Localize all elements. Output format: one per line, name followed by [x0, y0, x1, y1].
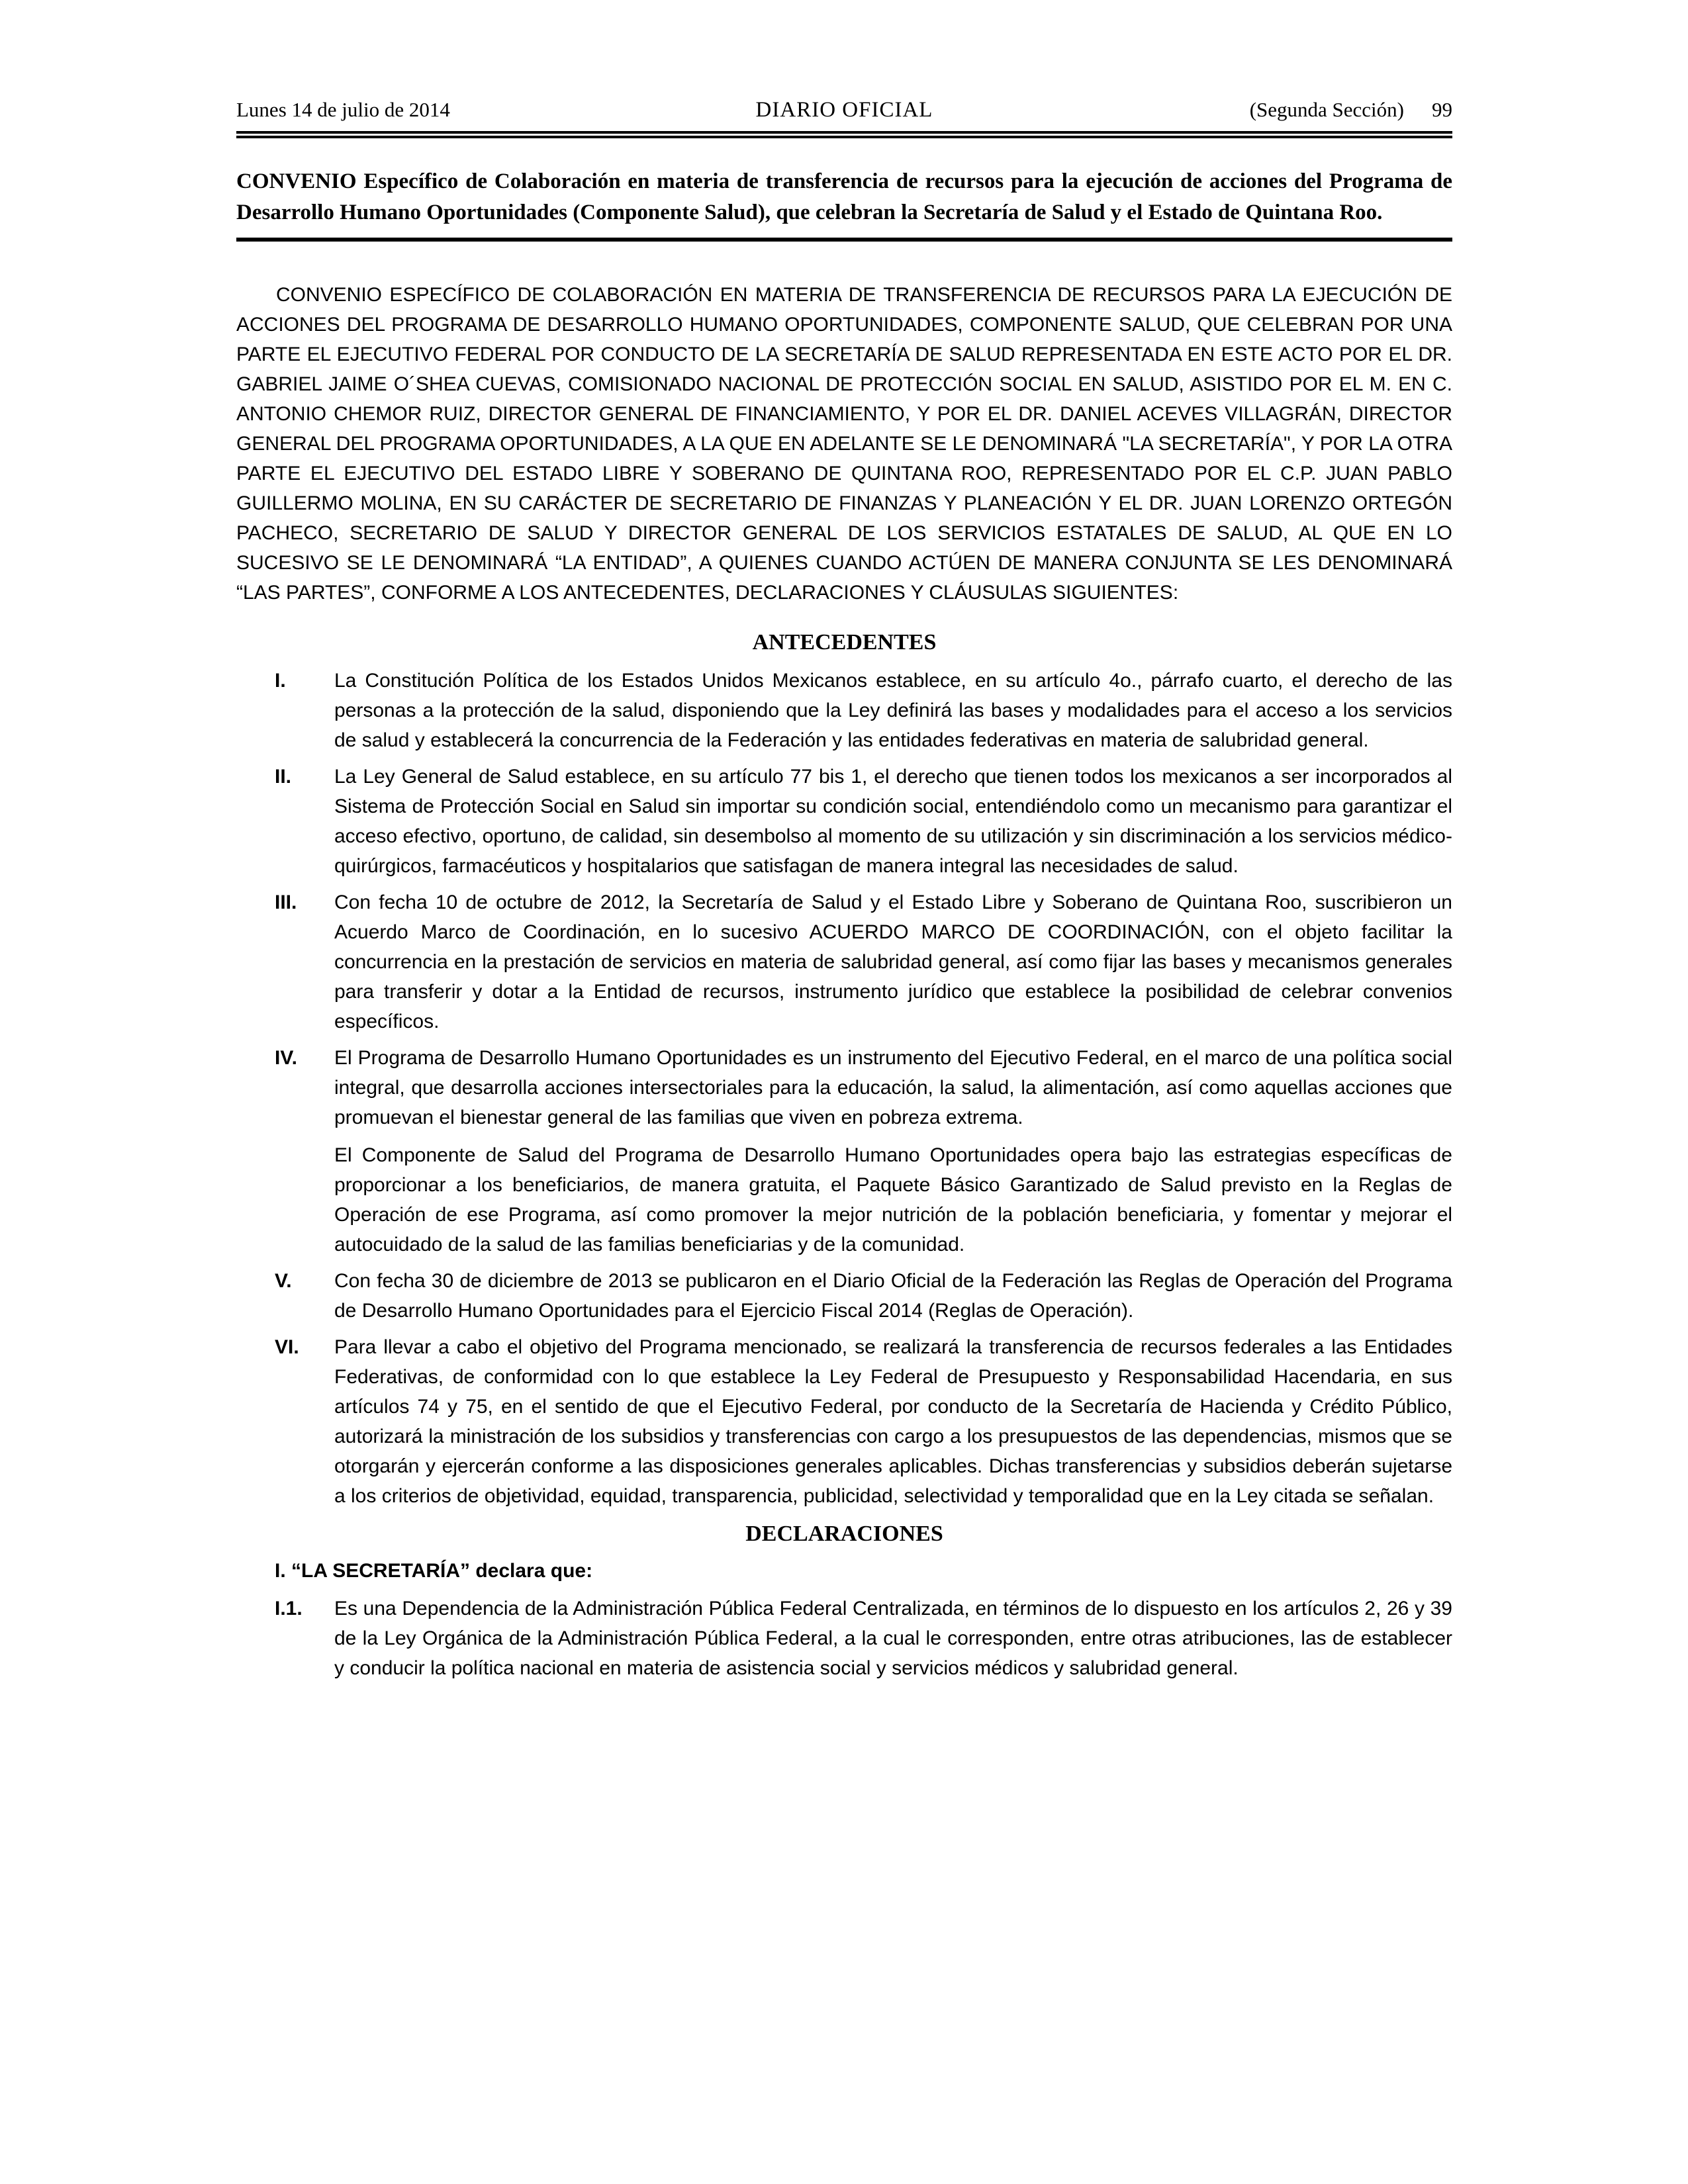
item-number: VI. [275, 1336, 299, 1358]
item-text: La Constitución Política de los Estados Unidos Mexicanos establece, en su artículo 4o., párrafo cuarto, el derecho de las personas a la protección de la salud, disponiendo que la Ley definirá las bases y modalidades para el acceso a los servicios de salud y establecerá la concurrencia de la Federación y las entidades federativas en materia de salubridad general. [334, 670, 1452, 751]
item-text: Con fecha 10 de octubre de 2012, la Secretaría de Salud y el Estado Libre y Soberano de Quintana Roo, suscribieron un Acuerdo Marco de Coordinación, en lo sucesivo ACUERDO MARCO DE COORDINACIÓN, con el objeto facilitar la concurrencia en la prestación de servicios en materia de salubridad general, así como fijar las bases y mecanismos generales para transferir y dotar a la Entidad de recursos, instrumento jurídico que establece la posibilidad de celebrar convenios específicos. [334, 891, 1452, 1032]
antecedente-item-2 [236, 762, 1452, 881]
item-number: V. [275, 1270, 292, 1292]
header-publication-title: DIARIO OFICIAL [755, 98, 933, 122]
antecedente-item-1 [236, 666, 1452, 755]
item-number: I.1. [275, 1598, 303, 1619]
secretaria-declaration-subheading: I. “LA SECRETARÍA” declara que: [275, 1560, 593, 1582]
antecedente-item-6 [236, 1332, 1452, 1511]
header-date: Lunes 14 de julio de 2014 [236, 98, 450, 121]
item-number: II. [275, 766, 292, 788]
page-header [236, 97, 1452, 123]
header-double-rule [236, 131, 1452, 138]
item-text: La Ley General de Salud establece, en su artículo 77 bis 1, el derecho que tienen todos los mexicanos a ser incorporados al Sistema de Protección Social en Salud sin importar su condición social, entendiéndolo como un mecanismo para garantizar el acceso efectivo, oportuno, de calidad, sin desembolso al momento de su utilización y sin discriminación a los servicios médico-quirúrgicos, farmacéuticos y hospitalarios que satisfagan de manera integral las necesidades de salud. [334, 766, 1452, 877]
item-number: I. [275, 670, 286, 692]
antecedente-item-4 [236, 1043, 1452, 1259]
item-text: El Programa de Desarrollo Humano Oportunidades es un instrumento del Ejecutivo Federal, en el marco de una política social integral, que desarrolla acciones intersectoriales para la educación, la salud, la alimentación, así como aquellas acciones que promuevan el bienestar general de las familias que viven en pobreza extrema. [334, 1047, 1452, 1128]
item-number: IV. [275, 1047, 297, 1069]
item-text: Es una Dependencia de la Administración Pública Federal Centralizada, en términos de lo dispuesto en los artículos 2, 26 y 39 de la Ley Orgánica de la Administración Pública Federal, a la cual le corresponden, entre otras atribuciones, las de establecer y conducir la política nacional en materia de asistencia social y servicios médicos y salubridad general. [334, 1598, 1452, 1679]
item-text: Para llevar a cabo el objetivo del Programa mencionado, se realizará la transferencia de recursos federales a las Entidades Federativas, de conformidad con lo que establece la Ley Federal de Presupuesto y Responsabilidad Hacendaria, en sus artículos 74 y 75, en el sentido de que el Ejecutivo Federal, por conducto de la Secretaría de Hacienda y Crédito Público, autorizará la ministración de los subsidios y transferencias con cargo a los presupuestos de las dependencias, mismos que se otorgarán y ejercerán conforme a las disposiciones generales aplicables. Dichas transferencias y subsidios deberán sujetarse a los criterios de objetividad, equidad, transparencia, publicidad, selectividad y temporalidad que en la Ley citada se señalan. [334, 1336, 1452, 1507]
item-text: Con fecha 30 de diciembre de 2013 se publicaron en el Diario Oficial de la Federación las Reglas de Operación del Programa de Desarrollo Humano Oportunidades para el Ejercicio Fiscal 2014 (Reglas de Operación). [334, 1270, 1452, 1322]
antecedente-item-5 [236, 1266, 1452, 1326]
antecedentes-heading: ANTECEDENTES [752, 630, 937, 655]
header-page-number: 99 [1432, 98, 1452, 121]
header-section [933, 97, 1452, 123]
header-section-label: (Segunda Sección) [1249, 98, 1404, 121]
intro-paragraph: CONVENIO ESPECÍFICO DE COLABORACIÓN EN MATERIA DE TRANSFERENCIA DE RECURSOS PARA LA EJECUCIÓN DE ACCIONES DEL PROGRAMA DE DESARROLLO HUMANO OPORTUNIDADES, COMPONENTE SALUD, QUE CELEBRAN POR UNA PARTE EL EJECUTIVO FEDERAL POR CONDUCTO DE LA SECRETARÍA DE SALUD REPRESENTADA EN ESTE ACTO POR EL DR. GABRIEL JAIME O´SHEA CUEVAS, COMISIONADO NACIONAL DE PROTECCIÓN SOCIAL EN SALUD, ASISTIDO POR EL M. EN C. ANTONIO CHEMOR RUIZ, DIRECTOR GENERAL DE FINANCIAMIENTO, Y POR EL DR. DANIEL ACEVES VILLAGRÁN, DIRECTOR GENERAL DEL PROGRAMA OPORTUNIDADES, A LA QUE EN ADELANTE SE LE DENOMINARÁ "LA SECRETARÍA", Y POR LA OTRA PARTE EL EJECUTIVO DEL ESTADO LIBRE Y SOBERANO DE QUINTANA ROO, REPRESENTADO POR EL C.P. JUAN PABLO GUILLERMO MOLINA, EN SU CARÁCTER DE SECRETARIO DE FINANZAS Y PLANEACIÓN Y EL DR. JUAN LORENZO ORTEGÓN PACHECO, SECRETARIO DE SALUD Y DIRECTOR GENERAL DE LOS SERVICIOS ESTATALES DE SALUD, AL QUE EN LO SUCESIVO SE LE DENOMINARÁ “LA ENTIDAD”, A QUIENES CUANDO ACTÚEN DE MANERA CONJUNTA SE LES DENOMINARÁ “LAS PARTES”, CONFORME A LOS ANTECEDENTES, DECLARACIONES Y CLÁUSULAS SIGUIENTES: [236, 284, 1452, 604]
document-title: CONVENIO Específico de Colaboración en materia de transferencia de recursos para la ejecución de acciones del Programa de Desarrollo Humano Oportunidades (Componente Salud), que celebran la Secretaría de Salud y el Estado de Quintana Roo. [236, 166, 1452, 242]
declaracion-item-1 [236, 1594, 1452, 1683]
item-number: III. [275, 891, 297, 913]
item-continuation-text: El Componente de Salud del Programa de Desarrollo Humano Oportunidades opera bajo las estrategias específicas de proporcionar a los beneficiarios, de manera gratuita, el Paquete Básico Garantizado de Salud previsto en la Reglas de Operación de ese Programa, así como promover la mejor nutrición de la población beneficiaria, y fomentar y mejorar el autocuidado de la salud de las familias beneficiarias y de la comunidad. [334, 1144, 1452, 1255]
antecedente-item-3 [236, 887, 1452, 1036]
declaraciones-heading: DECLARACIONES [745, 1522, 943, 1546]
